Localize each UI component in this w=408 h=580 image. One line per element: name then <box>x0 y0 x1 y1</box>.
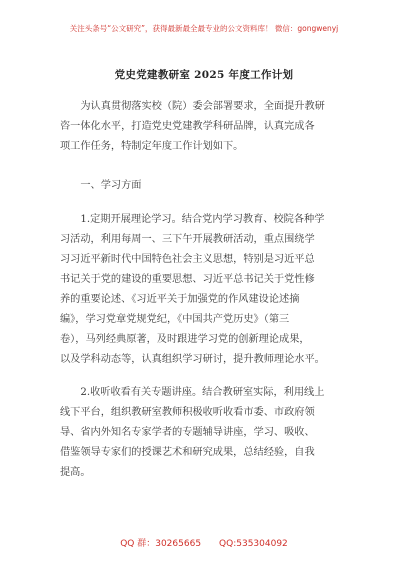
item-1-line: 以及学科动态等，认真组织学习研讨，提升教师理论水平。 <box>60 354 325 365</box>
intro-paragraph <box>60 97 348 157</box>
item-2-line: 导、省内外知名专家学者的专题辅导讲座，学习、吸收、 <box>60 427 315 438</box>
item-2-line: 提高。 <box>60 467 91 478</box>
intro-line: 项工作任务，特制定年度工作计划如下。 <box>60 141 244 152</box>
item-2-line: 线下平台，组织教研室教师积极收听收看市委、市政府领 <box>60 407 315 418</box>
intro-line: 咨一体化水平，打造党史党建教学科研品牌，认真完成各 <box>60 121 315 132</box>
item-1-line: 习习近平新时代中国特色社会主义思想，特别是习近平总 <box>60 254 315 265</box>
item-1-line: 编》，学习党章党规党纪，《中国共产党历史》（第三 <box>60 314 290 325</box>
item-2-line: 借鉴领导专家们的授课艺术和研究成果，总结经验，自我 <box>60 447 315 458</box>
header-banner: 关注头条号“公文研究”，获得最新最全最专业的公文资料库！ 微信：gongwenyj <box>69 24 339 33</box>
footer <box>0 536 408 549</box>
section-heading-text: 一、学习方面 <box>60 180 142 191</box>
item-1-line: 卷），马列经典原著，及时跟进学习党的创新理论成果， <box>60 334 310 345</box>
item-1-line: 习活动，利用每周一、三下午开展教研活动，重点围绕学 <box>60 234 315 245</box>
item-1-line: 书记关于党的建设的重要思想、习近平总书记关于党性修 <box>60 274 315 285</box>
item-2-line: 2.收听收看有关专题讲座。结合教研室实际，利用线上 <box>60 387 325 398</box>
footer-qq-group: QQ 群：30265665 <box>120 539 202 549</box>
section-heading <box>60 176 348 196</box>
footer-qq-contact: QQ:535304092 <box>219 539 288 549</box>
item-1-paragraph <box>60 210 348 370</box>
item-1-line: 养的重要论述、《习近平关于加强党的作风建设论述摘 <box>60 294 300 305</box>
item-1-line: 1.定期开展理论学习。结合党内学习教育、校院各种学 <box>60 214 325 225</box>
intro-line: 为认真贯彻落实校（院）委会部署要求，全面提升教研 <box>60 101 325 112</box>
item-2-paragraph <box>60 383 348 483</box>
document-title: 党史党建教研室 2025 年度工作计划 <box>114 69 294 81</box>
